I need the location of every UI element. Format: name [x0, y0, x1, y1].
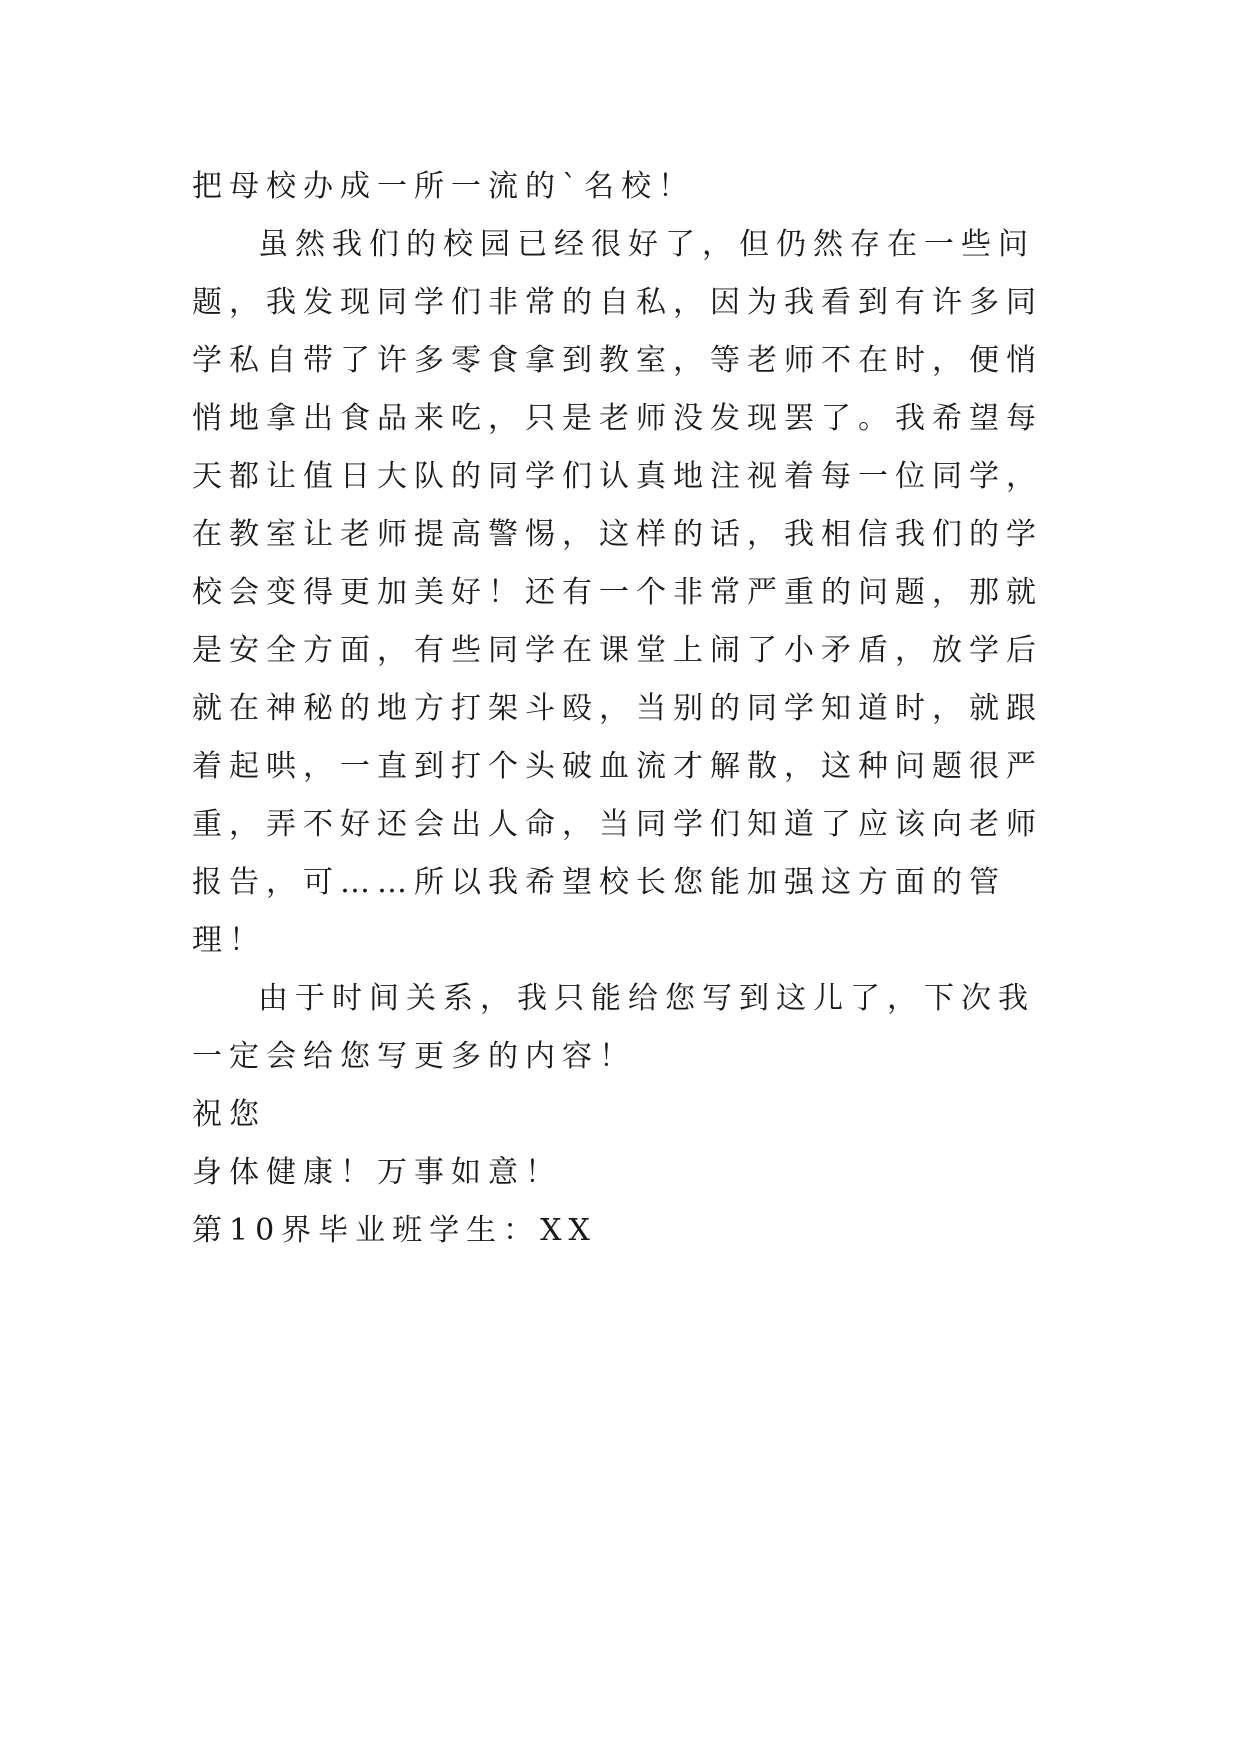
letter-body	[192, 158, 1062, 1260]
closing-wishes: 身体健康！万事如意！	[192, 1155, 562, 1190]
paragraph-conclusion: 由于时间关系，我只能给您写到这儿了，下次我一定会给您写更多的内容！	[192, 981, 1035, 1074]
paragraph-problems: 虽然我们的校园已经很好了，但仍然存在一些问题，我发现同学们非常的自私，因为我看到有许多同学私自带了许多零食拿到教室，等老师不在时，便悄悄地拿出食品来吃，只是老师没发现罢了。我希望每天都让值日大队的同学们认真地注视着每一位同学，在教室让老师提高警惕，这样的话，我相信我们的学校会变得更加美好！还有一个非常严重的问题，那就是安全方面，有些同学在课堂上闹了小矛盾，放学后就在神秘的地方打架斗殴，当别的同学知道时，就跟着起哄，一直到打个头破血流才解散，这种问题很严重，弄不好还会出人命，当同学们知道了应该向老师报告，可……所以我希望校长您能加强这方面的管理！	[192, 227, 1043, 958]
paragraph-continuation: 把母校办成一所一流的`名校！	[192, 169, 695, 204]
signature: 第10界毕业班学生：XX	[192, 1213, 597, 1248]
closing-salutation: 祝您	[192, 1097, 266, 1132]
